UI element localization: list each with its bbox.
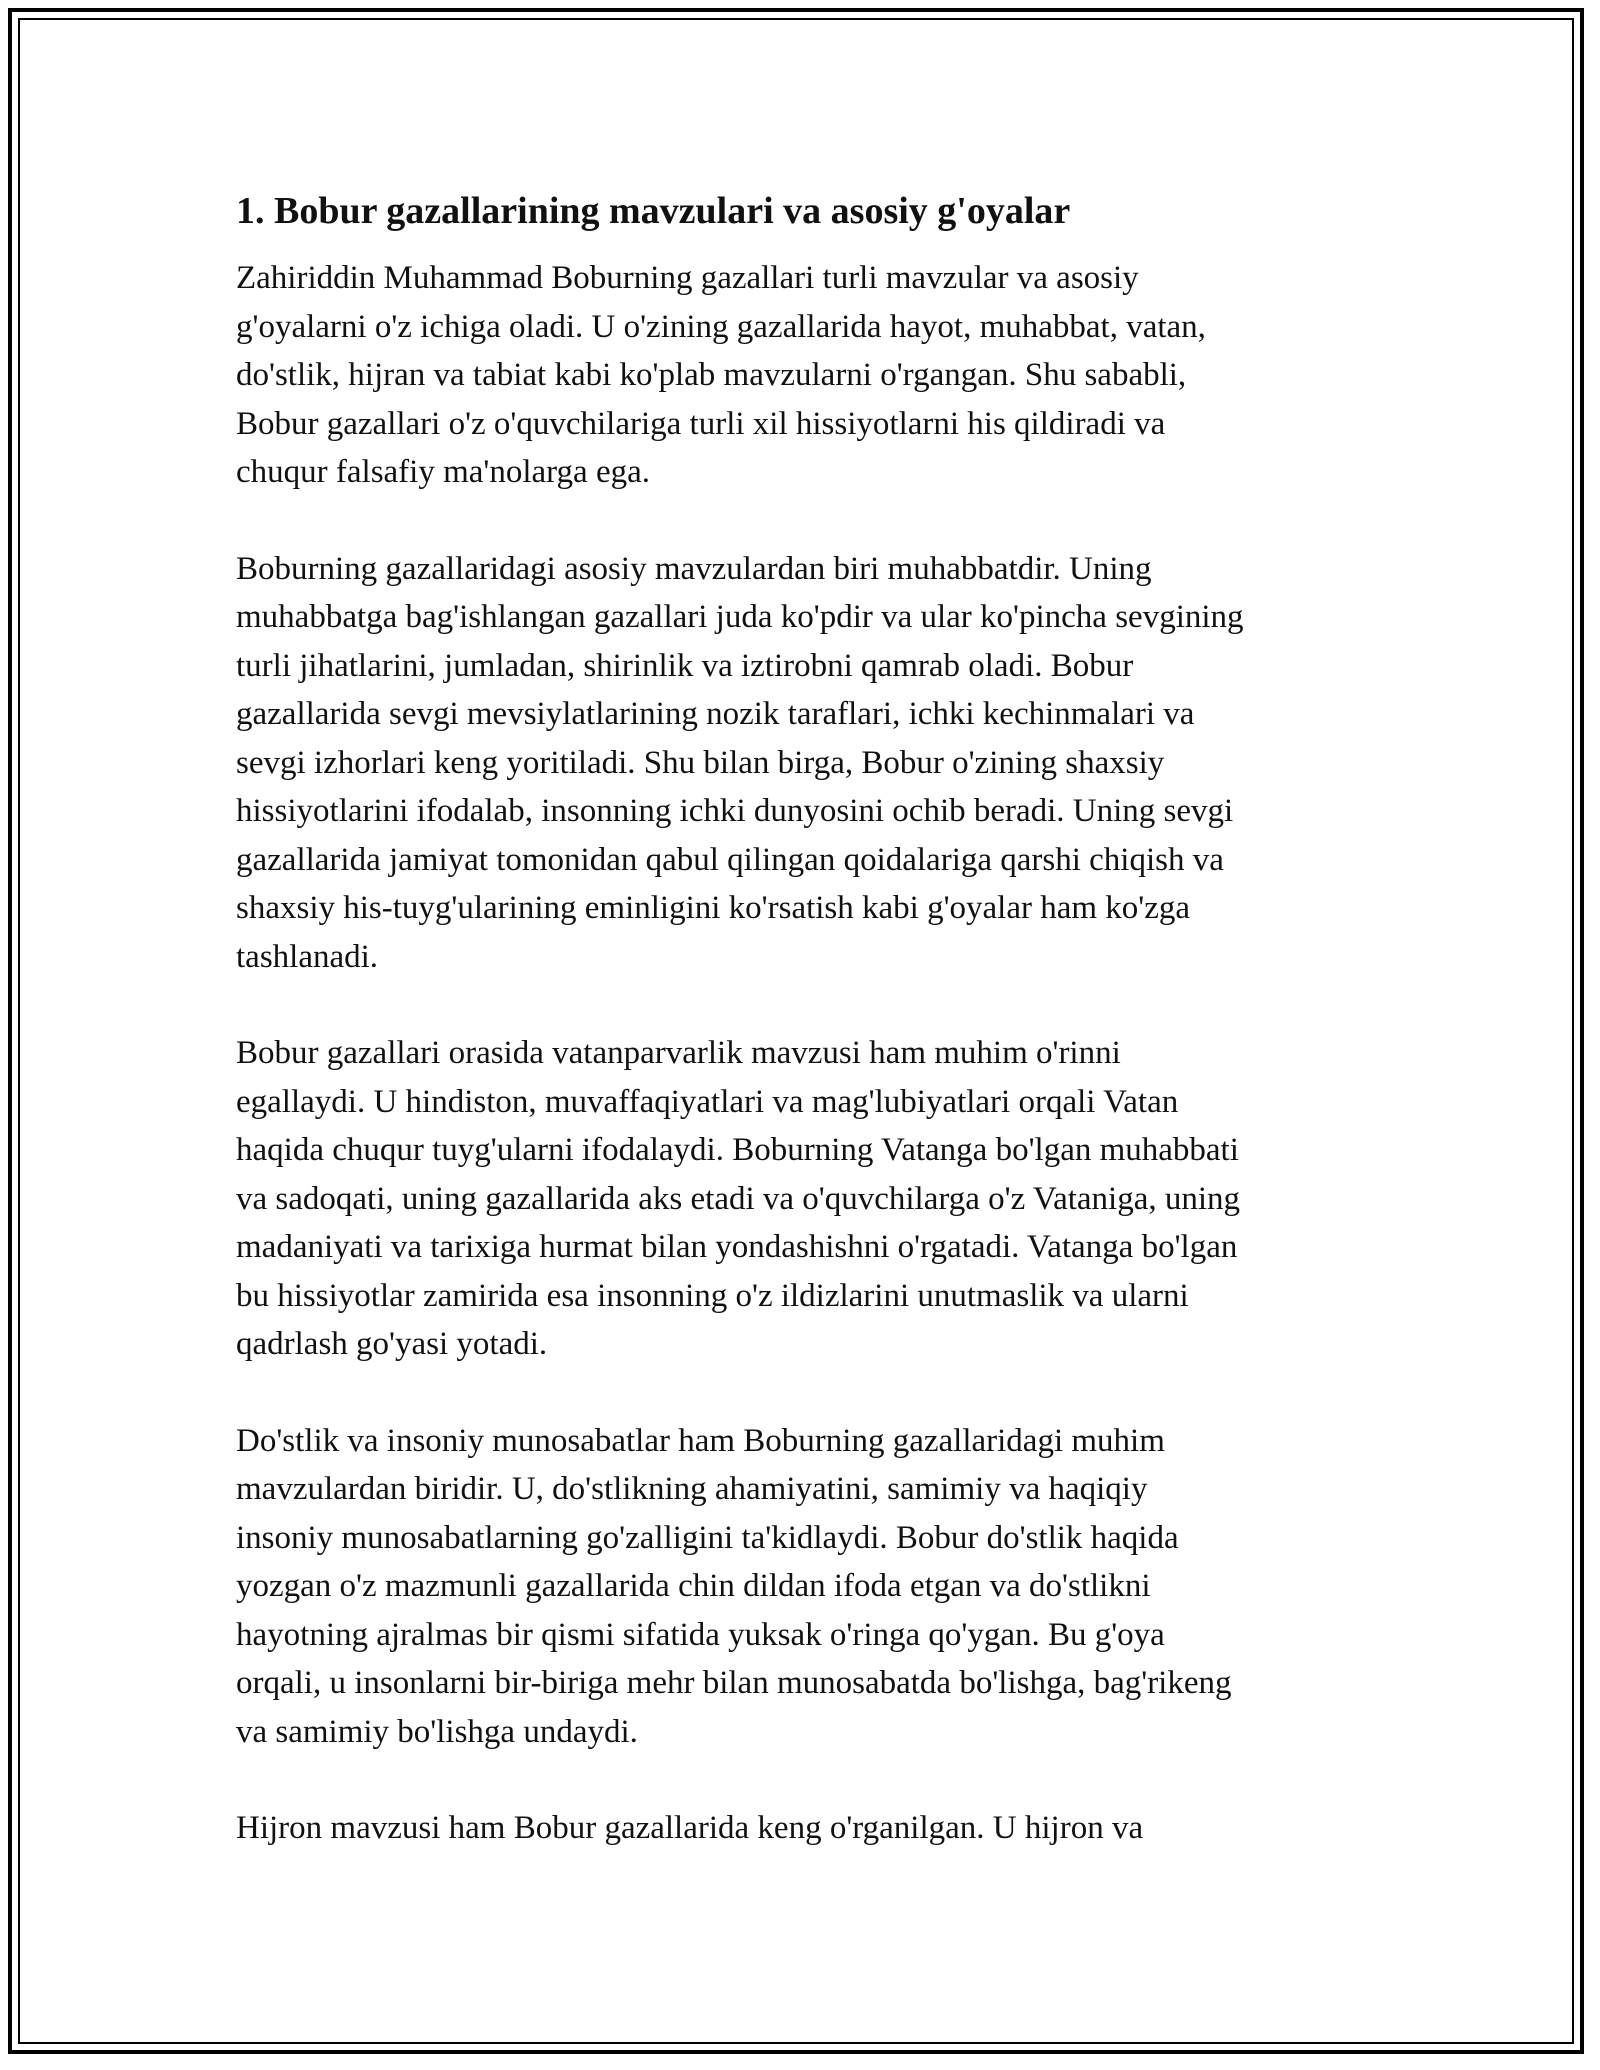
paragraph-4 <box>236 1417 1366 1757</box>
paragraph-line: turli jihatlarini, jumladan, shirinlik va iztirobni qamrab oladi. Bobur <box>236 647 1134 684</box>
paragraph-line: va samimiy bo'lishga undaydi. <box>236 1713 638 1750</box>
document-body <box>236 186 1366 1901</box>
paragraph-line: madaniyati va tarixiga hurmat bilan yondashishni o'rgatadi. Vatanga bo'lgan <box>236 1229 1238 1265</box>
section-heading: 1. Bobur gazallarining mavzulari va asosiy g'oyalar <box>236 190 1071 232</box>
paragraph-line: egallaydi. U hindiston, muvaffaqiyatlari va mag'lubiyatlari orqali Vatan <box>236 1083 1179 1120</box>
paragraph-line: orqali, u insonlarni bir-biriga mehr bilan munosabatda bo'lishga, bag'rikeng <box>236 1665 1232 1701</box>
paragraph-line: insoniy munosabatlarning go'zalligini ta'kidlaydi. Bobur do'stlik haqida <box>236 1519 1179 1556</box>
paragraph-line: chuqur falsafiy ma'nolarga ega. <box>236 454 650 490</box>
paragraph-line: Hijron mavzusi ham Bobur gazallarida keng o'rganilgan. U hijron va <box>236 1810 1144 1846</box>
paragraph-line: Boburning gazallaridagi asosiy mavzulardan biri muhabbatdir. Uning <box>236 550 1152 587</box>
paragraph-line: mavzulardan biridir. U, do'stlikning ahamiyatini, samimiy va haqiqiy <box>236 1471 1148 1507</box>
paragraph-line: muhabbatga bag'ishlangan gazallari juda ko'pdir va ular ko'pincha sevgining <box>236 599 1244 635</box>
paragraph-line: gazallarida jamiyat tomonidan qabul qilingan qoidalariga qarshi chiqish va <box>236 841 1224 878</box>
paragraph-line: Bobur gazallari orasida vatanparvarlik mavzusi ham muhim o'rinni <box>236 1035 1121 1071</box>
paragraph-line: bu hissiyotlar zamirida esa insonning o'z ildizlarini unutmaslik va ularni <box>236 1277 1189 1314</box>
paragraph-3 <box>236 1029 1366 1369</box>
paragraph-line: haqida chuqur tuyg'ularni ifodalaydi. Boburning Vatanga bo'lgan muhabbati <box>236 1132 1239 1168</box>
paragraph-2 <box>236 545 1366 982</box>
paragraph-line: hissiyotlarini ifodalab, insonning ichki dunyosini ochib beradi. Uning sevgi <box>236 793 1234 829</box>
paragraph-line: sevgi izhorlari keng yoritiladi. Shu bilan birga, Bobur o'zining shaxsiy <box>236 744 1165 781</box>
paragraph-line: Do'stlik va insoniy munosabatlar ham Boburning gazallaridagi muhim <box>236 1422 1165 1459</box>
paragraph-line: gazallarida sevgi mevsiylatlarining nozik taraflari, ichki kechinmalari va <box>236 696 1195 732</box>
paragraph-line: hayotning ajralmas bir qismi sifatida yuksak o'ringa qo'ygan. Bu g'oya <box>236 1616 1165 1653</box>
paragraph-line: tashlanadi. <box>236 938 379 975</box>
paragraph-line: va sadoqati, uning gazallarida aks etadi va o'quvchilarga o'z Vataniga, uning <box>236 1180 1241 1217</box>
paragraph-line: Zahiriddin Muhammad Boburning gazallari turli mavzular va asosiy <box>236 260 1139 296</box>
paragraph-line: shaxsiy his-tuyg'ularining eminligini ko'rsatish kabi g'oyalar ham ko'zga <box>236 890 1191 926</box>
paragraph-1 <box>236 254 1366 497</box>
paragraph-line: g'oyalarni o'z ichiga oladi. U o'zining gazallarida hayot, muhabbat, vatan, <box>236 308 1206 345</box>
paragraph-line: do'stlik, hijran va tabiat kabi ko'plab mavzularni o'rgangan. Shu sababli, <box>236 357 1187 393</box>
paragraph-line: qadrlash go'yasi yotadi. <box>236 1326 548 1362</box>
paragraph-5 <box>236 1804 1366 1853</box>
paragraph-line: Bobur gazallari o'z o'quvchilariga turli xil hissiyotlarni his qildiradi va <box>236 405 1166 442</box>
paragraph-line: yozgan o'z mazmunli gazallarida chin dildan ifoda etgan va do'stlikni <box>236 1568 1151 1604</box>
